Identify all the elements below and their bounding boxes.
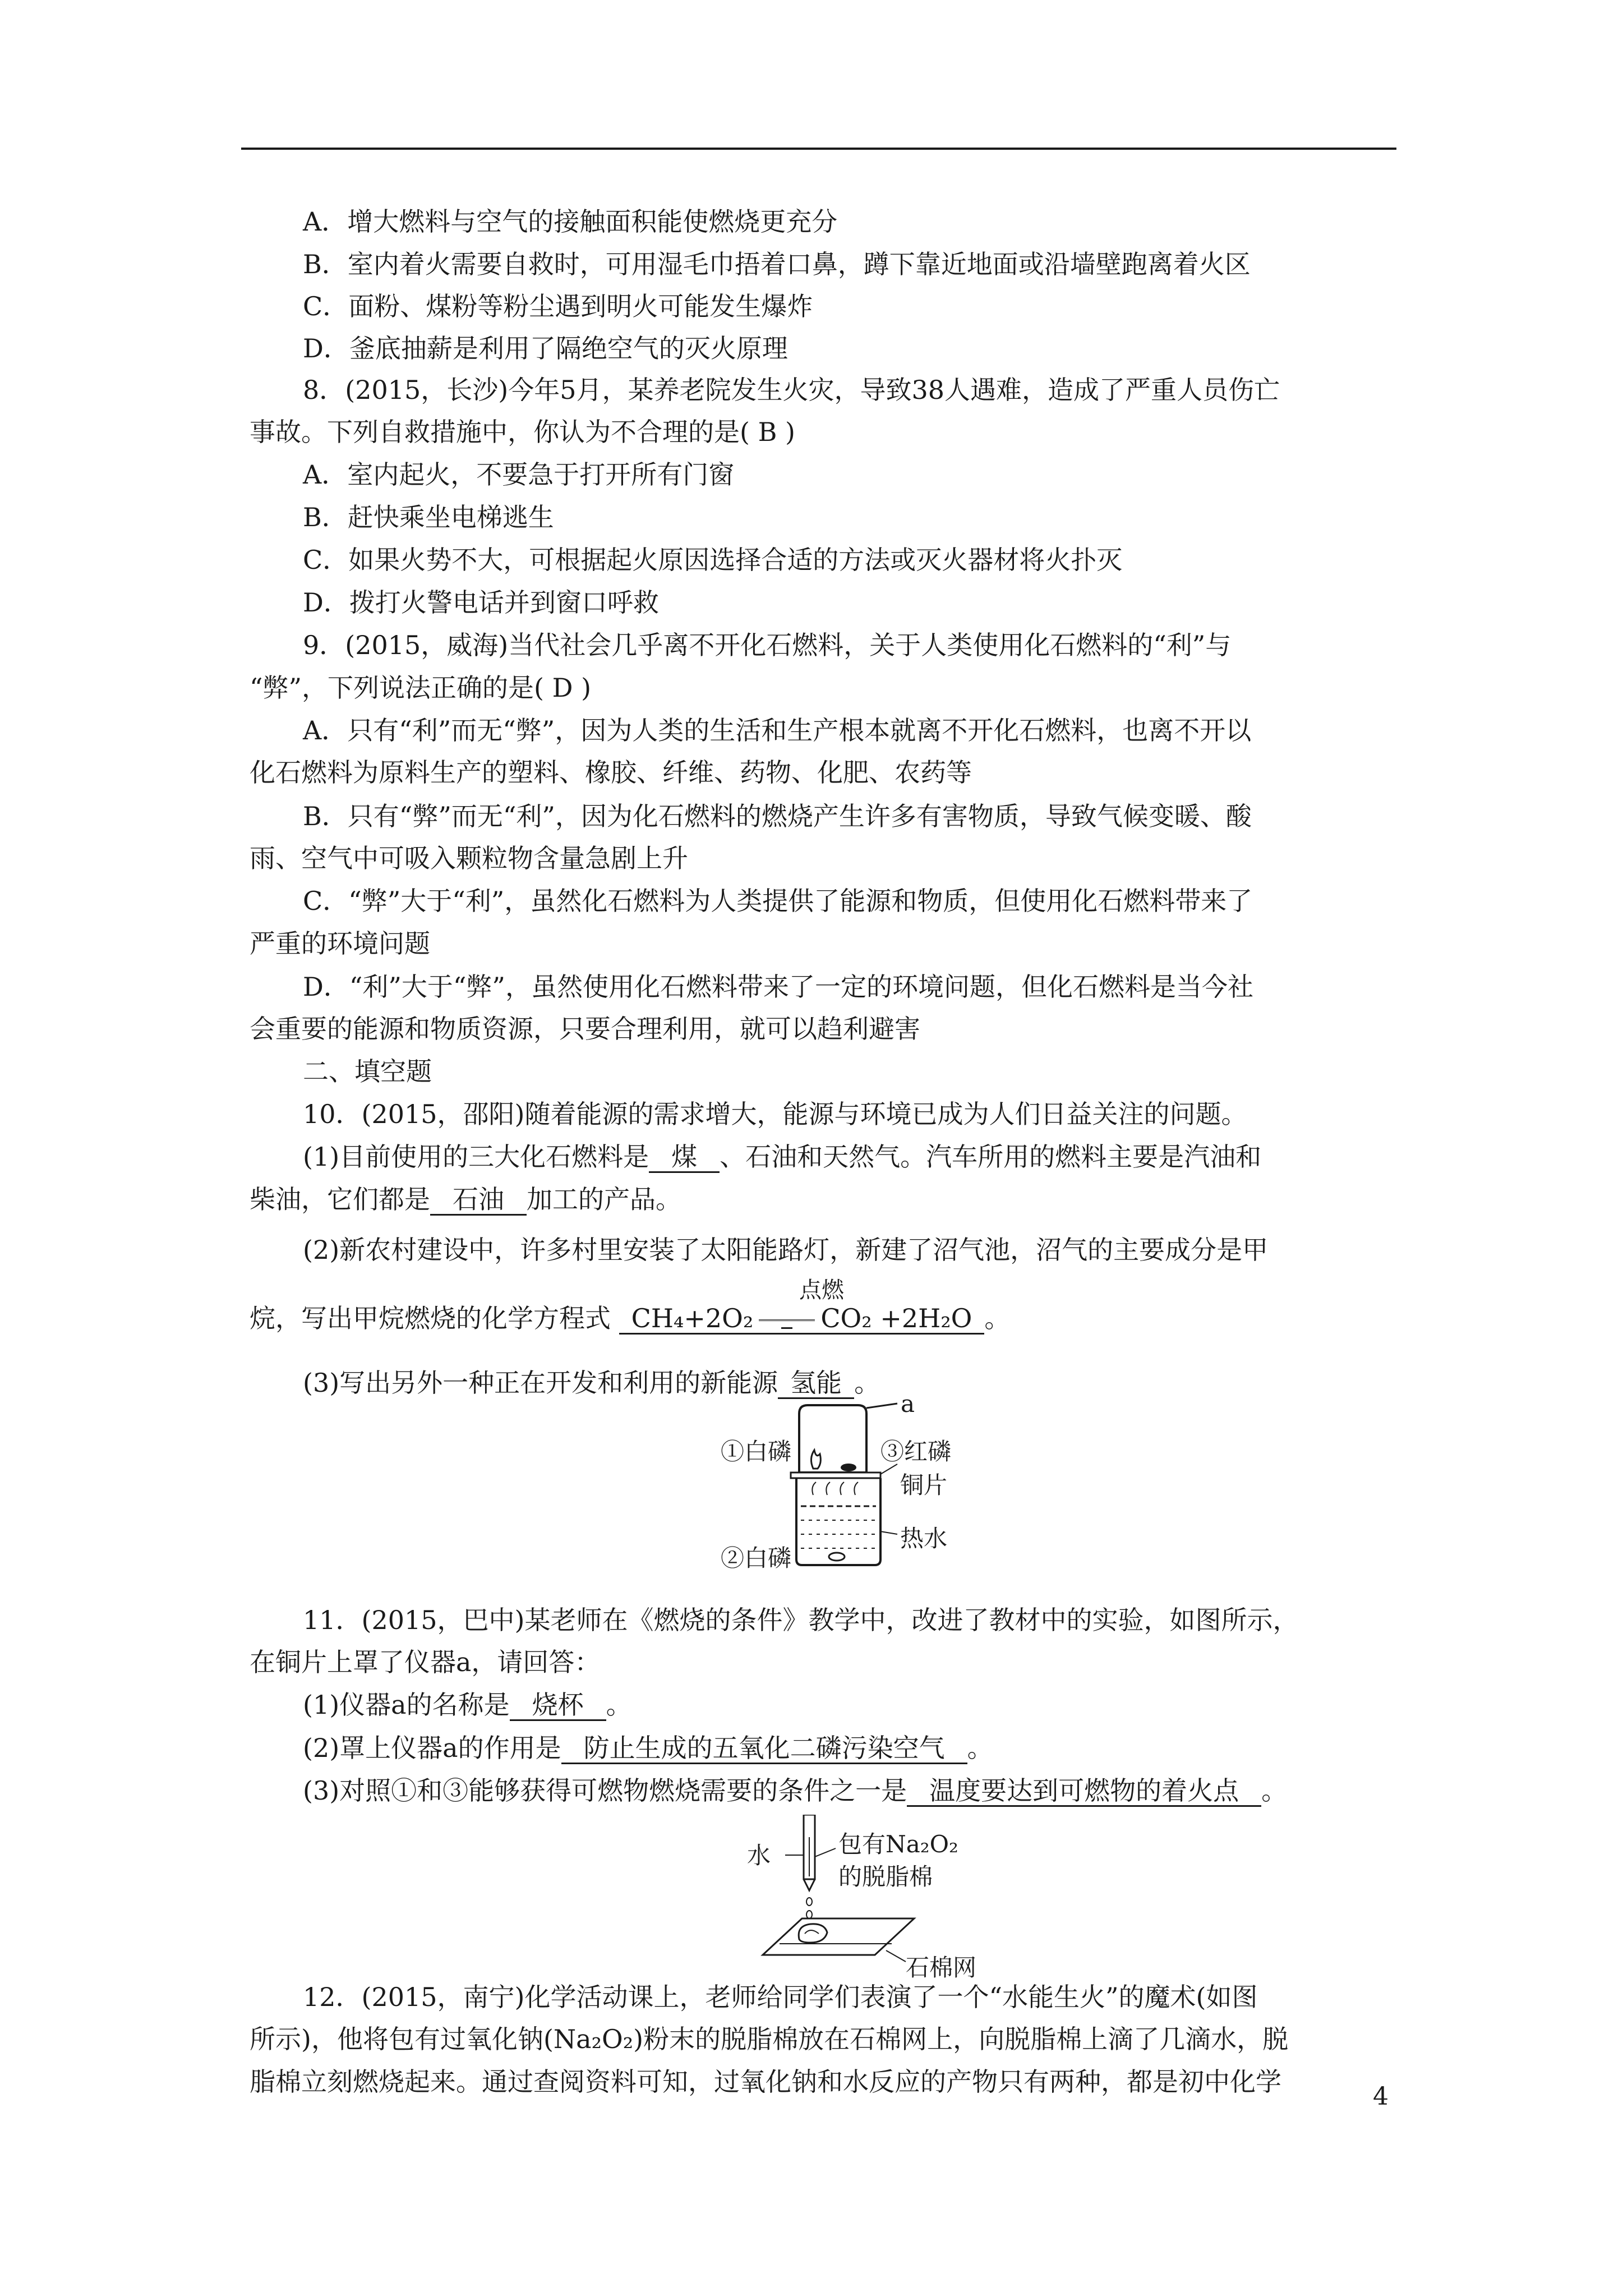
q8-stem-line1: 8．(2015，长沙)今年5月，某养老院发生火灾，导致38人遇难，造成了严重人员伤亡 [303, 375, 1280, 405]
fig1-label-a: a [901, 1390, 915, 1418]
page-number: 4 [1373, 2082, 1389, 2111]
q11-answer-purpose: 防止生成的五氧化二磷污染空气 [561, 1733, 967, 1764]
q9-option-b-line1: B．只有“弊”而无“利”，因为化石燃料的燃烧产生许多有害物质，导致气候变暖、酸 [303, 801, 1252, 831]
fig2-label-water: 水 [747, 1842, 771, 1869]
q11-part3 [303, 1774, 1287, 1807]
fig2-label-cotton-1: 包有Na₂O₂ [838, 1830, 958, 1858]
q10-answer-hydrogen: 氢能 [778, 1368, 854, 1399]
q7-option-d: D．釜底抽薪是利用了隔绝空气的灭火原理 [303, 333, 788, 364]
q11-part3-text: (3)对照①和③能够获得可燃物燃烧需要的条件之一是 [303, 1775, 907, 1806]
q10-part1-text-a: (1)目前使用的三大化石燃料是 [303, 1142, 649, 1172]
q11-part3-period: 。 [1261, 1775, 1288, 1806]
q11-stem-line1: 11．(2015，巴中)某老师在《燃烧的条件》教学中，改进了教材中的实验，如图所示， [303, 1605, 1299, 1635]
q11-answer-condition: 温度要达到可燃物的着火点 [907, 1776, 1261, 1807]
q10-part2-line1: (2)新农村建设中，许多村里安装了太阳能路灯，新建了沼气池，沼气的主要成分是甲 [303, 1235, 1269, 1265]
q9-option-c-line1: C．“弊”大于“利”，虽然化石燃料为人类提供了能源和物质，但使用化石燃料带来了 [303, 886, 1253, 916]
q10-part1-text-c: 柴油，它们都是 [250, 1184, 430, 1214]
q8-stem-line2: 事故。下列自救措施中，你认为不合理的是( B ) [250, 417, 795, 447]
q9-option-b-line2: 雨、空气中可吸入颗粒物含量急剧上升 [250, 843, 688, 873]
q7-option-b: B．室内着火需要自救时，可用湿毛巾捂着口鼻，蹲下靠近地面或沿墙壁跑离着火区 [303, 249, 1251, 279]
q9-option-c-line2: 严重的环境问题 [250, 928, 430, 959]
q9-option-a-line2: 化石燃料为原料生产的塑料、橡胶、纤维、药物、化肥、农药等 [250, 757, 972, 788]
fig1-label-hot-water: 热水 [900, 1525, 948, 1552]
q10-part3-text: (3)写出另外一种正在开发和利用的新能源 [303, 1368, 778, 1398]
q11-answer-beaker: 烧杯 [510, 1690, 606, 1721]
q11-part1-period: 。 [606, 1690, 632, 1720]
q8-option-b: B．赶快乘坐电梯逃生 [303, 502, 554, 532]
q10-part1-text-d: 加工的产品。 [527, 1184, 681, 1214]
q7-option-a: A．增大燃料与空气的接触面积能使燃烧更充分 [303, 206, 838, 237]
q10-part2-text: 烷，写出甲烷燃烧的化学方程式 [250, 1303, 611, 1333]
q12-line3: 脂棉立刻燃烧起来。通过查阅资料可知，过氧化钠和水反应的产物只有两种，都是初中化学 [250, 2067, 1281, 2097]
q10-part3 [303, 1366, 880, 1400]
q9-stem-line2: “弊”，下列说法正确的是( D ) [250, 673, 592, 703]
q10-part3-period: 。 [854, 1368, 880, 1398]
fig2-label-cotton-2: 的脱脂棉 [838, 1863, 933, 1890]
q8-option-a: A．室内起火，不要急于打开所有门窗 [303, 459, 735, 490]
q9-option-a-line1: A．只有“利”而无“弊”，因为人类的生活和生产根本就离不开化石燃料，也离不开以 [303, 715, 1252, 746]
q7-option-c: C．面粉、煤粉等粉尘遇到明火可能发生爆炸 [303, 291, 813, 321]
q11-part2-text: (2)罩上仪器a的作用是 [303, 1733, 561, 1763]
q12-line1: 12．(2015，南宁)化学活动课上，老师给同学们表演了一个“水能生火”的魔术(如图 [303, 1982, 1258, 2012]
q11-stem-line2: 在铜片上罩了仪器a，请回答： [250, 1647, 601, 1677]
q9-option-d-line1: D．“利”大于“弊”，虽然使用化石燃料带来了一定的环境问题，但化石燃料是当今社 [303, 972, 1253, 1002]
figure-water-fire-magic [740, 1815, 977, 1981]
fig2-label-gauze: 石棉网 [906, 1954, 977, 1981]
q8-option-c: C．如果火势不大，可根据起火原因选择合适的方法或灭火器材将火扑灭 [303, 545, 1123, 575]
q11-part1-text: (1)仪器a的名称是 [303, 1690, 510, 1720]
q9-option-d-line2: 会重要的能源和物质资源，只要合理利用，就可以趋利避害 [250, 1014, 920, 1044]
fig1-label-white-p-2: ②白磷 [721, 1544, 792, 1572]
q10-eq-period: 。 [984, 1303, 1011, 1333]
header-rule [241, 148, 1396, 150]
q8-option-d: D．拨打火警电话并到窗口呼救 [303, 587, 659, 618]
q10-answer-coal: 煤 [649, 1142, 720, 1173]
fig1-label-red-p: ③红磷 [880, 1438, 952, 1465]
figure-combustion-apparatus [712, 1390, 981, 1576]
q10-eq-condition: 点燃 [799, 1277, 844, 1303]
q10-answer-oil: 石油 [430, 1185, 527, 1216]
q10-part1-line1 [303, 1140, 1261, 1174]
q10-eq-left: CH₄+2O₂ [631, 1303, 754, 1333]
q9-stem-line1: 9．(2015，威海)当代社会几乎离不开化石燃料，关于人类使用化石燃料的“利”与 [303, 630, 1232, 660]
q10-part1-text-b: 、石油和天然气。汽车所用的燃料主要是汽油和 [720, 1142, 1262, 1172]
q10-eq-arrow [753, 1304, 820, 1333]
section-fill-in: 二、填空题 [303, 1056, 432, 1087]
q10-part2-line2 [250, 1301, 1010, 1335]
q10-stem: 10．(2015，邵阳)随着能源的需求增大，能源与环境已成为人们日益关注的问题。 [303, 1099, 1247, 1129]
q11-part2-period: 。 [967, 1733, 993, 1763]
fig1-label-white-p-1: ①白磷 [721, 1438, 792, 1465]
q10-eq-right: CO₂ +2H₂O [820, 1303, 972, 1333]
q11-part1 [303, 1688, 632, 1722]
q11-part2 [303, 1731, 993, 1765]
q10-equation [619, 1304, 985, 1335]
q10-part1-line2 [250, 1182, 681, 1216]
fig1-label-copper: 铜片 [900, 1471, 948, 1499]
q12-line2: 所示)，他将包有过氧化钠(Na₂O₂)粉末的脱脂棉放在石棉网上，向脱脂棉上滴了几滴水，脱 [250, 2024, 1289, 2054]
